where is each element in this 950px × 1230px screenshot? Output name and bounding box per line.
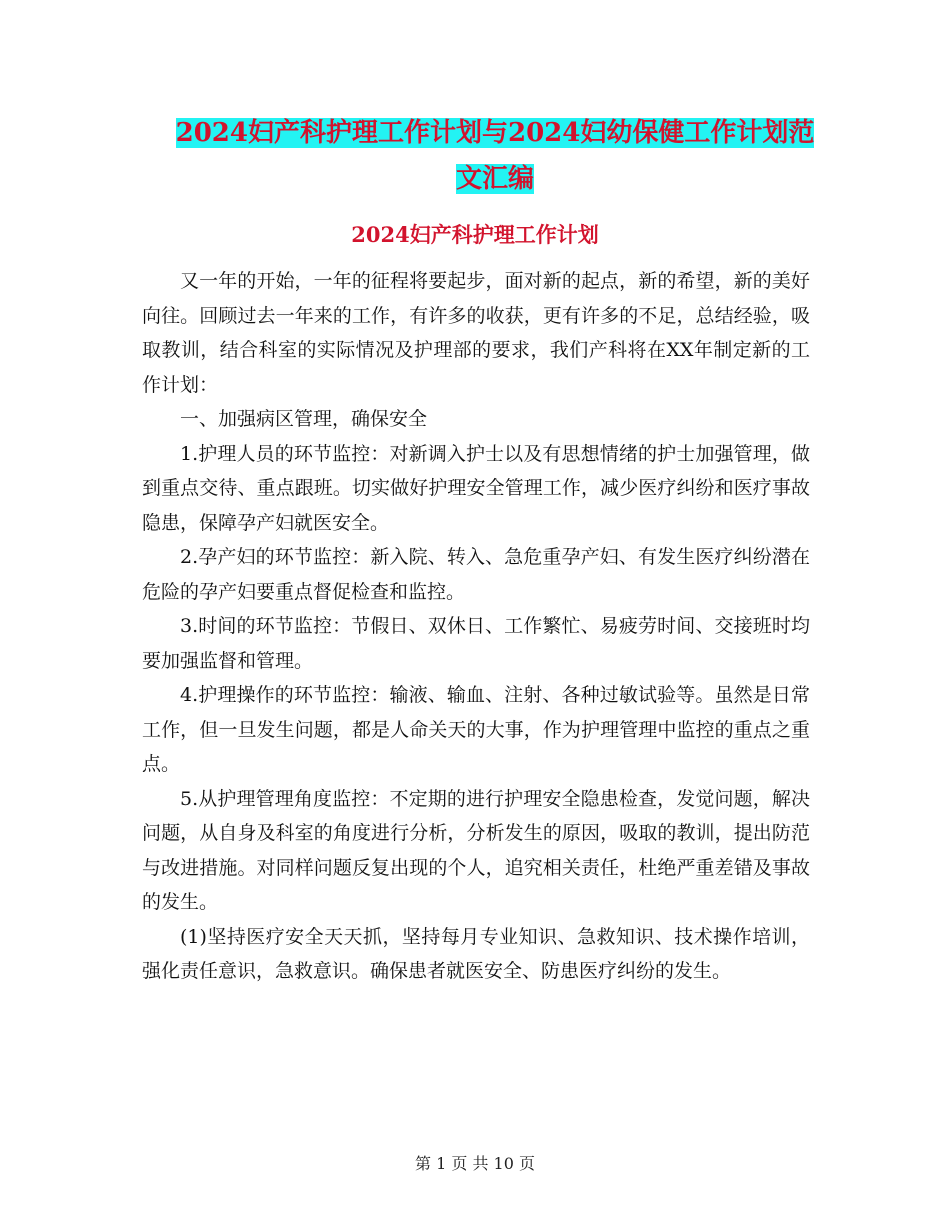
- paragraph-item-2: 2.孕产妇的环节监控：新入院、转入、急危重孕产妇、有发生医疗纠纷潜在危险的孕产妇要重点督促检查和监控。: [142, 546, 810, 603]
- document-title-line-2: 文汇编: [455, 164, 534, 194]
- paragraph-item-3: 3.时间的环节监控：节假日、双休日、工作繁忙、易疲劳时间、交接班时均要加强监督和管理。: [142, 615, 810, 672]
- document-title: [140, 110, 850, 202]
- document-body: [142, 264, 810, 989]
- paragraph-item-1: 1.护理人员的环节监控：对新调入护士以及有思想情绪的护士加强管理，做到重点交待、重点跟班。切实做好护理安全管理工作，减少医疗纠纷和医疗事故隐患，保障孕产妇就医安全。: [142, 442, 810, 534]
- paragraph-subitem-1: (1)坚持医疗安全天天抓，坚持每月专业知识、急救知识、技术操作培训，强化责任意识，急救意识。确保患者就医安全、防患医疗纠纷的发生。: [142, 925, 810, 982]
- paragraph-item-5: 5.从护理管理角度监控：不定期的进行护理安全隐患检查，发觉问题，解决问题，从自身及科室的角度进行分析，分析发生的原因，吸取的教训，提出防范与改进措施。对同样问题反复出现的个人，追究相关责任，杜绝严重差错及事故的发生。: [142, 787, 810, 913]
- section-title: 2024妇产科护理工作计划: [351, 222, 599, 247]
- page-number-footer: 第 1 页 共 10 页: [415, 1154, 535, 1173]
- paragraph-item-4: 4.护理操作的环节监控：输液、输血、注射、各种过敏试验等。虽然是日常工作，但一旦发生问题，都是人命关天的大事，作为护理管理中监控的重点之重点。: [142, 684, 810, 775]
- paragraph-heading-1: 一、加强病区管理，确保安全: [180, 408, 428, 430]
- paragraph-intro: 又一年的开始，一年的征程将要起步，面对新的起点，新的希望，新的美好向往。回顾过去一年来的工作，有许多的收获，更有许多的不足，总结经验，吸取教训，结合科室的实际情况及护理部的要求，我们产科将在XX年制定新的工作计划：: [142, 270, 810, 396]
- document-title-line-1: 2024妇产科护理工作计划与2024妇幼保健工作计划范: [175, 118, 815, 148]
